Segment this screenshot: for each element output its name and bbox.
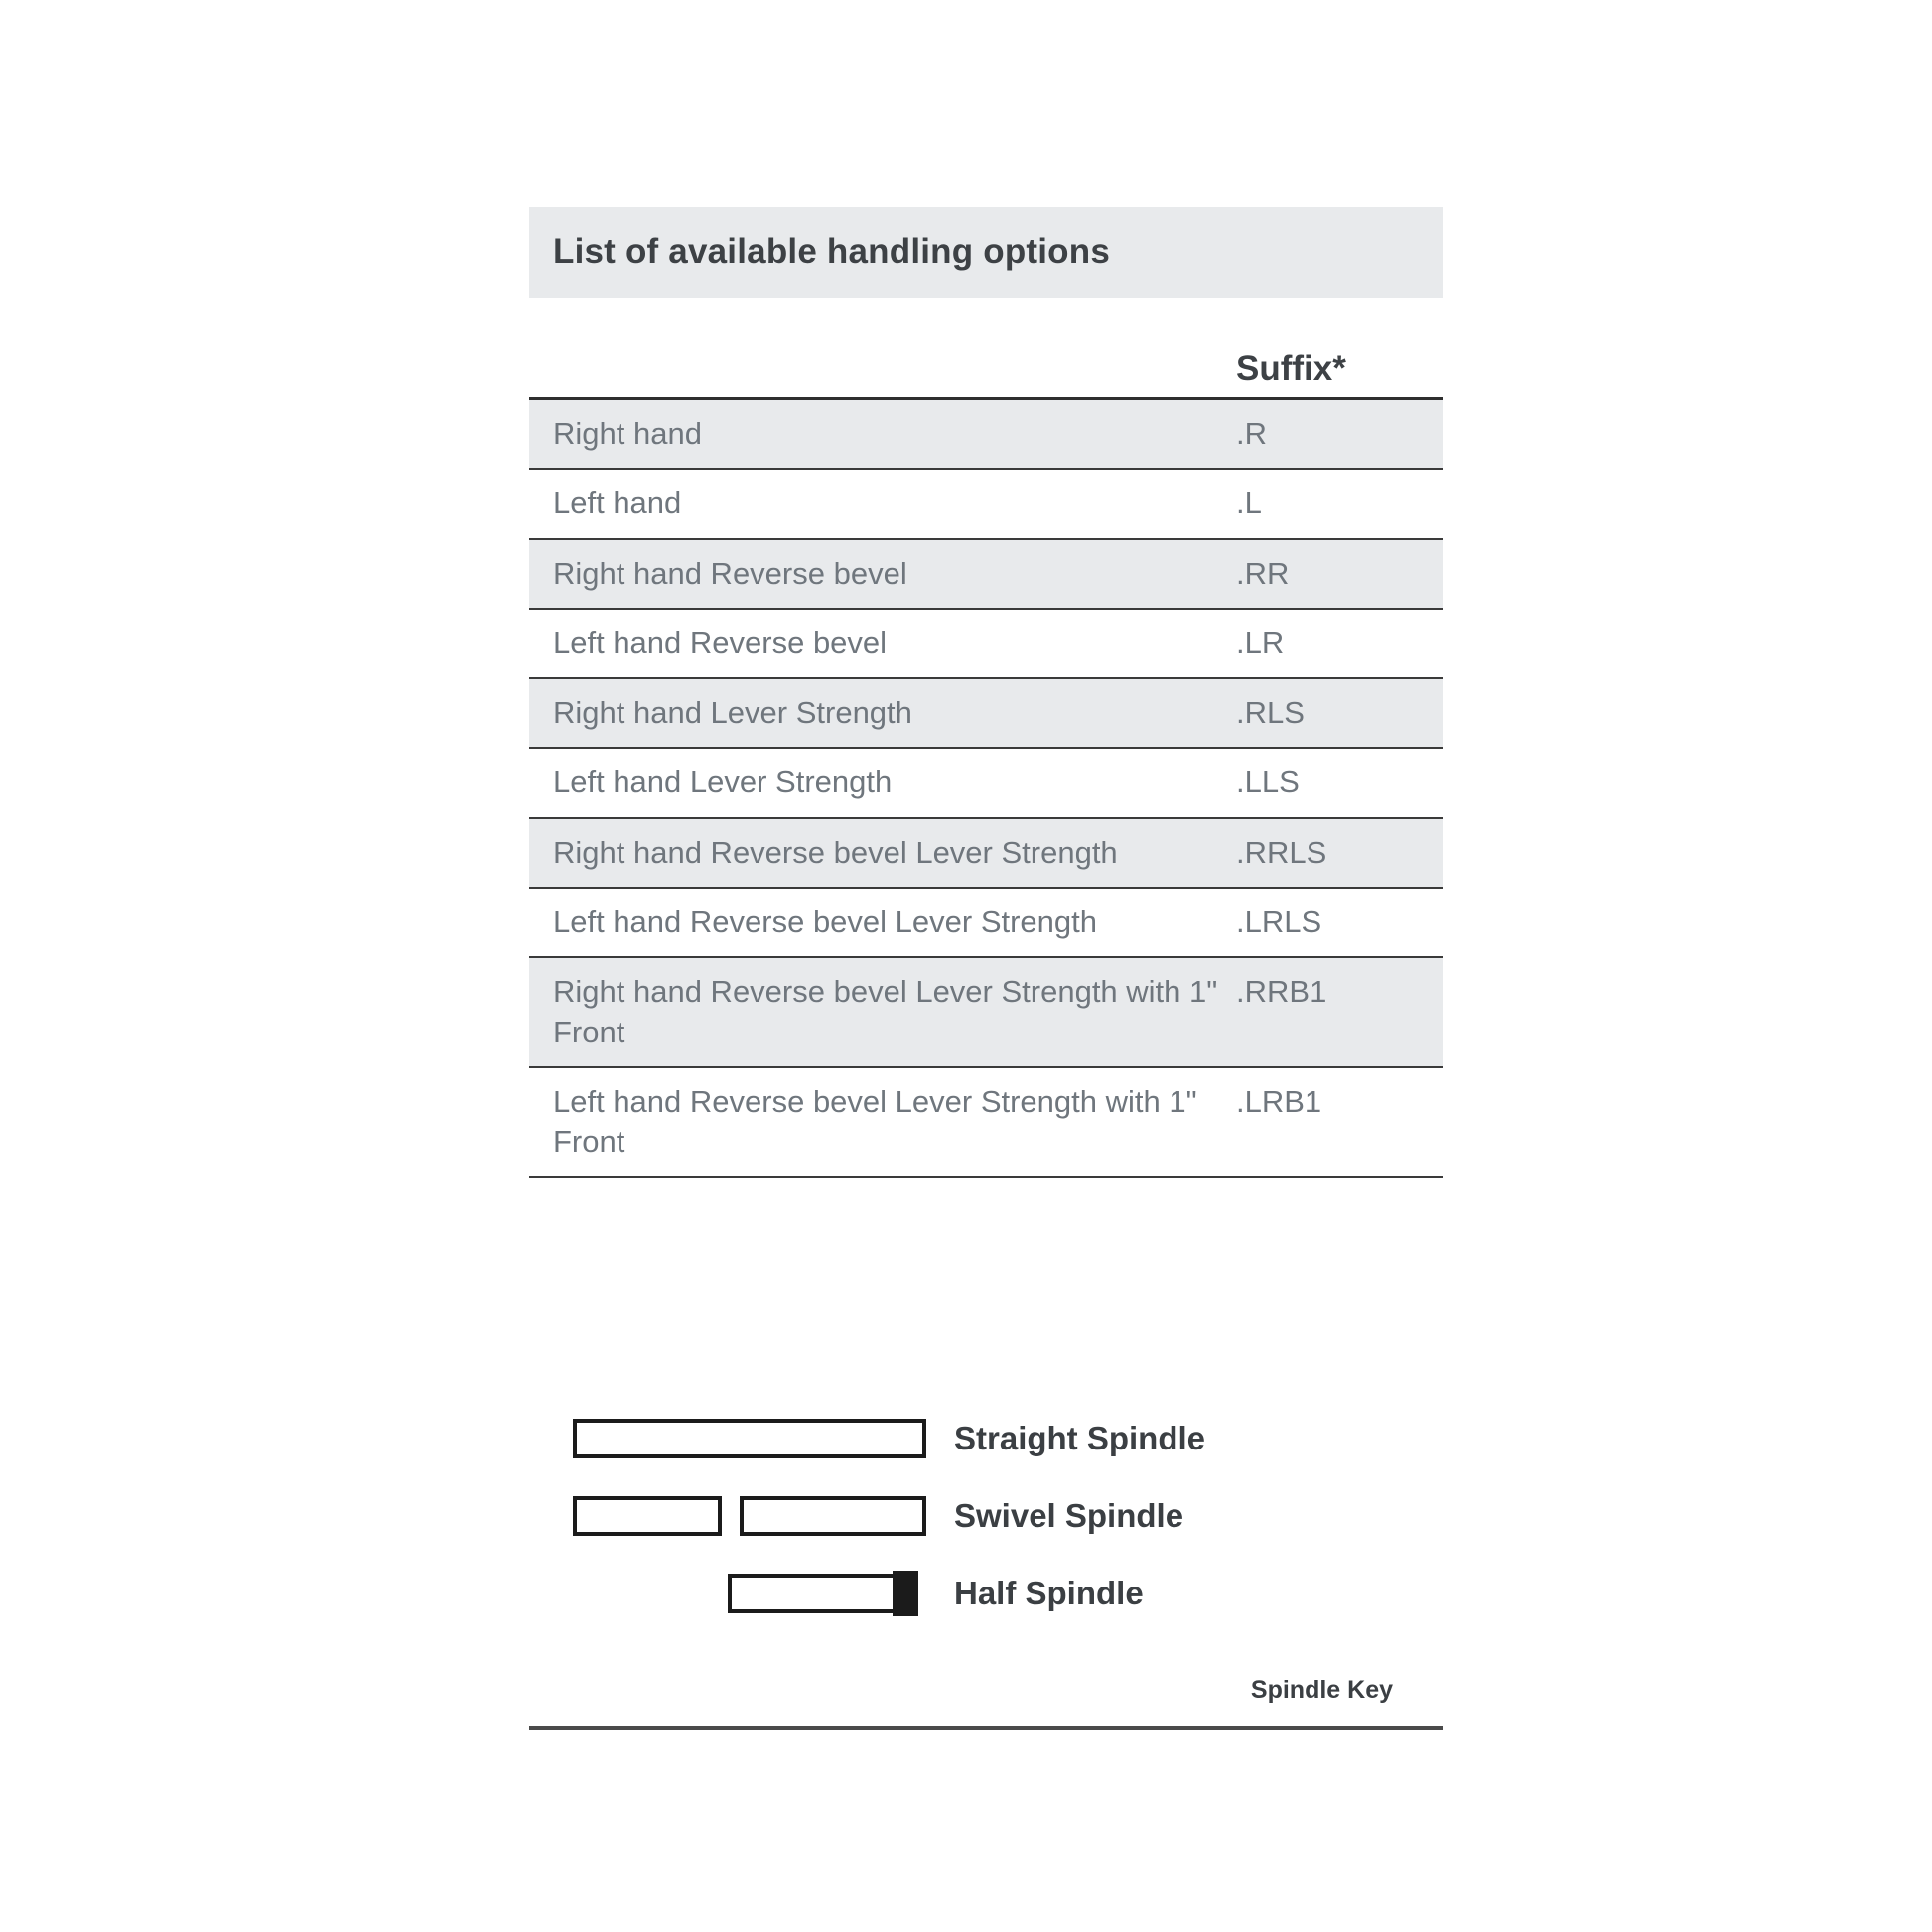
row-description: Right hand Reverse bevel Lever Strength with 1" Front — [553, 974, 1218, 1049]
table-row — [529, 540, 1443, 608]
footer-rule — [529, 1726, 1443, 1730]
row-description: Left hand Lever Strength — [553, 764, 893, 800]
table-row — [529, 470, 1443, 537]
spindle-key-item — [529, 1400, 1443, 1477]
row-suffix: .R — [1236, 416, 1267, 451]
row-suffix: .RR — [1236, 555, 1290, 591]
row-suffix: .LRB1 — [1236, 1083, 1322, 1119]
row-suffix: .RRB1 — [1236, 974, 1327, 1010]
row-suffix: .LR — [1236, 624, 1285, 660]
column-header-suffix: Suffix* — [1236, 349, 1346, 388]
table-row — [529, 889, 1443, 956]
spindle-key — [529, 1400, 1443, 1730]
table-row — [529, 749, 1443, 816]
table-row — [529, 1068, 1443, 1176]
spindle-key-item — [529, 1555, 1443, 1632]
swivel-spindle-icon — [529, 1493, 926, 1539]
row-description: Left hand Reverse bevel Lever Strength — [553, 904, 1098, 940]
spindle-label: Straight Spindle — [954, 1420, 1206, 1456]
row-suffix: .LLS — [1236, 764, 1300, 800]
table-row — [529, 610, 1443, 677]
row-suffix: .L — [1236, 485, 1262, 521]
row-description: Right hand Reverse bevel Lever Strength — [553, 834, 1118, 870]
page-title: List of available handling options — [553, 232, 1111, 271]
spindle-label: Half Spindle — [954, 1575, 1144, 1611]
table-row — [529, 958, 1443, 1066]
spindle-label: Swivel Spindle — [954, 1497, 1184, 1534]
row-description: Left hand — [553, 485, 682, 521]
table-row — [529, 679, 1443, 747]
row-suffix: .RRLS — [1236, 834, 1327, 870]
row-suffix: .LRLS — [1236, 904, 1322, 940]
row-suffix: .RLS — [1236, 695, 1305, 731]
table-title-bar — [529, 207, 1443, 298]
spindle-key-item — [529, 1477, 1443, 1555]
table-row — [529, 819, 1443, 887]
row-description: Left hand Reverse bevel — [553, 624, 888, 660]
row-description: Right hand Reverse bevel — [553, 555, 907, 591]
table-row — [529, 400, 1443, 468]
table-header-row — [529, 298, 1443, 397]
spindle-key-caption: Spindle Key — [1250, 1676, 1393, 1704]
straight-spindle-icon — [529, 1416, 926, 1461]
row-description: Right hand — [553, 416, 702, 451]
half-spindle-icon — [529, 1571, 926, 1616]
row-description: Right hand Lever Strength — [553, 695, 912, 731]
table-bottom-rule — [529, 1176, 1443, 1178]
handling-options-table — [529, 207, 1443, 1178]
row-description: Left hand Reverse bevel Lever Strength with 1" Front — [553, 1083, 1197, 1160]
